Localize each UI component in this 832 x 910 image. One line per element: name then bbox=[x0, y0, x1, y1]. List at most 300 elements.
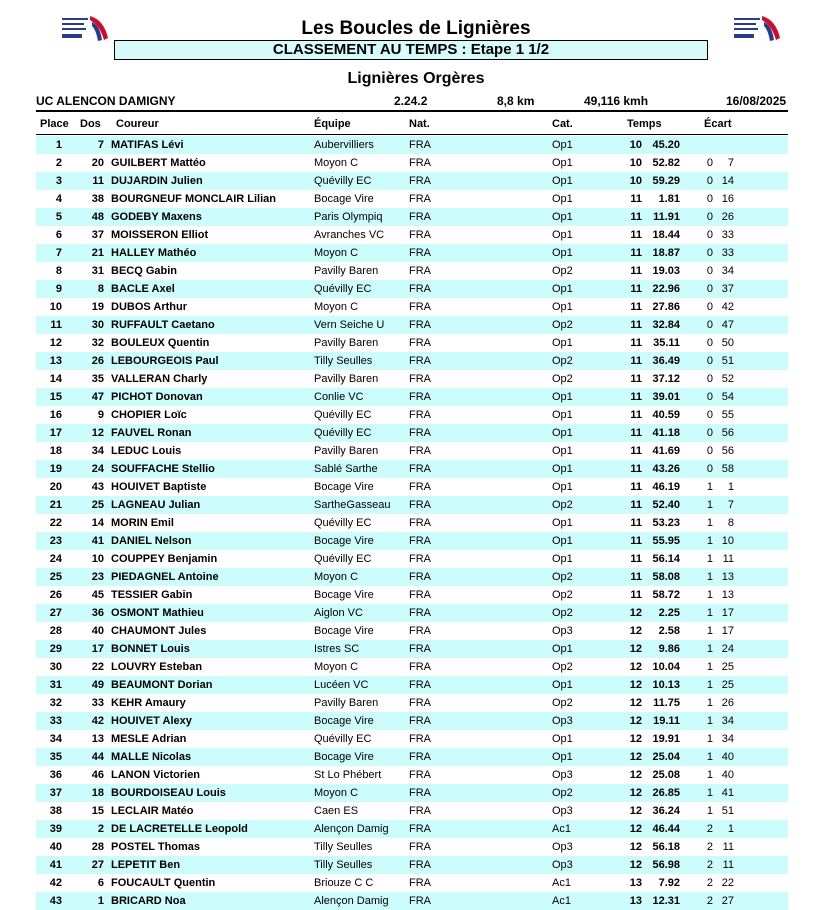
results-table bbox=[36, 136, 788, 910]
team-name: Bocage Vire bbox=[314, 589, 374, 601]
rider-name: LECLAIR Matéo bbox=[111, 805, 194, 817]
place-cell: 42 bbox=[49, 877, 62, 889]
category: Op1 bbox=[552, 283, 573, 295]
bib-number: 10 bbox=[91, 553, 104, 565]
stage-distance: 8,8 km bbox=[497, 94, 535, 108]
team-name: Tilly Seulles bbox=[314, 355, 373, 367]
category: Op1 bbox=[552, 247, 573, 259]
gap-minutes: 0 bbox=[706, 265, 713, 277]
team-name: Istres SC bbox=[314, 643, 360, 655]
place-cell: 17 bbox=[49, 427, 62, 439]
gap-seconds: 34 bbox=[721, 715, 734, 727]
gap-seconds: 13 bbox=[721, 571, 734, 583]
category: Ac1 bbox=[552, 877, 571, 889]
rider-name: BECQ Gabin bbox=[111, 265, 178, 277]
gap-minutes: 0 bbox=[706, 193, 713, 205]
time-minutes: 13 bbox=[629, 877, 642, 889]
time-seconds: 19.03 bbox=[652, 265, 680, 277]
gap-seconds: 51 bbox=[721, 355, 734, 367]
time-minutes: 11 bbox=[630, 373, 642, 385]
nationality: FRA bbox=[409, 589, 431, 601]
time-minutes: 11 bbox=[630, 301, 642, 313]
place-cell: 38 bbox=[49, 805, 62, 817]
gap-minutes: 0 bbox=[706, 409, 713, 421]
gap-seconds: 25 bbox=[721, 661, 734, 673]
bib-number: 30 bbox=[91, 319, 104, 331]
nationality: FRA bbox=[409, 319, 431, 331]
place-cell: 10 bbox=[49, 301, 62, 313]
table-row bbox=[36, 748, 788, 766]
team-name: Briouze C C bbox=[314, 877, 374, 889]
category: Op1 bbox=[552, 301, 573, 313]
rider-name: GUILBERT Mattéo bbox=[111, 157, 206, 169]
gap-minutes: 0 bbox=[706, 337, 713, 349]
time-seconds: 18.87 bbox=[652, 247, 680, 259]
organizer-club: UC ALENCON DAMIGNY bbox=[36, 94, 176, 108]
gap-seconds: 56 bbox=[721, 427, 734, 439]
time-seconds: 18.44 bbox=[652, 229, 680, 241]
time-minutes: 12 bbox=[629, 607, 642, 619]
table-row bbox=[36, 694, 788, 712]
gap-minutes: 1 bbox=[706, 769, 713, 781]
team-name: Moyon C bbox=[314, 571, 359, 583]
team-name: Pavilly Baren bbox=[314, 337, 379, 349]
gap-minutes: 0 bbox=[706, 463, 713, 475]
rider-name: RUFFAULT Caetano bbox=[111, 319, 215, 331]
category: Op1 bbox=[552, 409, 573, 421]
gap-minutes: 0 bbox=[706, 355, 713, 367]
place-cell: 34 bbox=[49, 733, 62, 745]
place-cell: 21 bbox=[49, 499, 62, 511]
gap-minutes: 1 bbox=[706, 697, 713, 709]
place-cell: 3 bbox=[55, 175, 62, 187]
place-cell: 19 bbox=[49, 463, 62, 475]
time-minutes: 12 bbox=[629, 697, 642, 709]
place-cell: 18 bbox=[49, 445, 62, 457]
bib-number: 33 bbox=[91, 697, 104, 709]
rider-name: BONNET Louis bbox=[111, 643, 190, 655]
place-cell: 7 bbox=[55, 247, 62, 259]
nationality: FRA bbox=[409, 391, 431, 403]
gap-seconds: 7 bbox=[727, 157, 734, 169]
time-seconds: 37.12 bbox=[652, 373, 680, 385]
place-cell: 4 bbox=[55, 193, 62, 205]
table-row bbox=[36, 424, 788, 442]
team-name: Quévilly EC bbox=[314, 733, 372, 745]
rider-name: LANON Victorien bbox=[111, 769, 201, 781]
gap-minutes: 0 bbox=[706, 319, 713, 331]
team-name: Caen ES bbox=[314, 805, 359, 817]
time-minutes: 10 bbox=[629, 157, 642, 169]
gap-minutes: 1 bbox=[706, 571, 713, 583]
category: Op2 bbox=[552, 373, 573, 385]
gap-seconds: 26 bbox=[721, 211, 734, 223]
time-minutes: 12 bbox=[629, 679, 642, 691]
gap-seconds: 34 bbox=[721, 265, 734, 277]
bib-number: 28 bbox=[91, 841, 104, 853]
time-minutes: 12 bbox=[629, 751, 642, 763]
category: Op1 bbox=[552, 517, 573, 529]
table-row bbox=[36, 640, 788, 658]
category: Op3 bbox=[552, 715, 573, 727]
gap-seconds: 33 bbox=[721, 229, 734, 241]
gap-seconds: 11 bbox=[722, 859, 734, 871]
rider-name: HALLEY Mathéo bbox=[111, 247, 197, 259]
rider-name: COUPPEY Benjamin bbox=[111, 553, 218, 565]
table-row bbox=[36, 820, 788, 838]
team-name: Bocage Vire bbox=[314, 625, 374, 637]
table-row bbox=[36, 388, 788, 406]
bib-number: 2 bbox=[97, 823, 104, 835]
nationality: FRA bbox=[409, 193, 431, 205]
table-row bbox=[36, 604, 788, 622]
bib-number: 43 bbox=[91, 481, 104, 493]
time-seconds: 10.04 bbox=[652, 661, 680, 673]
time-minutes: 12 bbox=[629, 733, 642, 745]
place-cell: 15 bbox=[49, 391, 62, 403]
time-minutes: 12 bbox=[629, 859, 642, 871]
bib-number: 24 bbox=[91, 463, 104, 475]
time-seconds: 36.49 bbox=[652, 355, 680, 367]
time-minutes: 11 bbox=[630, 247, 642, 259]
place-cell: 27 bbox=[49, 607, 62, 619]
column-header-team: Équipe bbox=[314, 118, 351, 130]
rider-name: DUJARDIN Julien bbox=[111, 175, 203, 187]
table-row bbox=[36, 136, 788, 154]
category: Op2 bbox=[552, 661, 573, 673]
category: Op1 bbox=[552, 553, 573, 565]
team-name: Quévilly EC bbox=[314, 553, 372, 565]
rider-name: LOUVRY Esteban bbox=[111, 661, 203, 673]
table-row bbox=[36, 478, 788, 496]
time-seconds: 53.23 bbox=[652, 517, 680, 529]
category: Op2 bbox=[552, 607, 573, 619]
gap-seconds: 22 bbox=[721, 877, 734, 889]
category: Op1 bbox=[552, 391, 573, 403]
gap-seconds: 17 bbox=[721, 625, 734, 637]
time-seconds: 55.95 bbox=[652, 535, 680, 547]
time-minutes: 11 bbox=[630, 337, 642, 349]
team-name: Bocage Vire bbox=[314, 715, 374, 727]
team-name: Moyon C bbox=[314, 301, 359, 313]
category: Op1 bbox=[552, 175, 573, 187]
place-cell: 36 bbox=[49, 769, 62, 781]
gap-minutes: 0 bbox=[706, 247, 713, 259]
bib-number: 34 bbox=[91, 445, 104, 457]
place-cell: 1 bbox=[55, 139, 62, 151]
rider-name: PICHOT Donovan bbox=[111, 391, 203, 403]
rider-name: VALLERAN Charly bbox=[111, 373, 208, 385]
time-seconds: 59.29 bbox=[652, 175, 680, 187]
bib-number: 49 bbox=[91, 679, 104, 691]
bib-number: 44 bbox=[91, 751, 104, 763]
bib-number: 36 bbox=[91, 607, 104, 619]
gap-minutes: 0 bbox=[706, 211, 713, 223]
category: Op1 bbox=[552, 751, 573, 763]
rider-name: CHAUMONT Jules bbox=[111, 625, 207, 637]
place-cell: 20 bbox=[49, 481, 62, 493]
time-seconds: 52.82 bbox=[652, 157, 680, 169]
time-minutes: 11 bbox=[630, 409, 642, 421]
time-seconds: 25.08 bbox=[652, 769, 680, 781]
gap-minutes: 2 bbox=[706, 841, 713, 853]
gap-minutes: 2 bbox=[706, 859, 713, 871]
team-name: Lucéen VC bbox=[314, 679, 369, 691]
gap-minutes: 0 bbox=[706, 301, 713, 313]
category: Op1 bbox=[552, 535, 573, 547]
time-minutes: 11 bbox=[630, 391, 642, 403]
table-row bbox=[36, 874, 788, 892]
table-row bbox=[36, 892, 788, 910]
time-seconds: 25.04 bbox=[652, 751, 680, 763]
nationality: FRA bbox=[409, 175, 431, 187]
time-minutes: 10 bbox=[629, 175, 642, 187]
rider-name: DANIEL Nelson bbox=[111, 535, 192, 547]
gap-minutes: 1 bbox=[706, 625, 713, 637]
team-name: Avranches VC bbox=[314, 229, 385, 241]
time-seconds: 7.92 bbox=[658, 877, 680, 889]
team-name: Pavilly Baren bbox=[314, 373, 379, 385]
team-name: Sablé Sarthe bbox=[314, 463, 378, 475]
bib-number: 6 bbox=[97, 877, 104, 889]
table-row bbox=[36, 352, 788, 370]
table-row bbox=[36, 514, 788, 532]
place-cell: 30 bbox=[49, 661, 62, 673]
time-minutes: 12 bbox=[629, 661, 642, 673]
time-seconds: 43.26 bbox=[652, 463, 680, 475]
table-row bbox=[36, 622, 788, 640]
nationality: FRA bbox=[409, 823, 431, 835]
gap-minutes: 1 bbox=[706, 715, 713, 727]
category: Op1 bbox=[552, 679, 573, 691]
bib-number: 46 bbox=[91, 769, 104, 781]
category: Op1 bbox=[552, 427, 573, 439]
column-header-time: Temps bbox=[627, 118, 662, 130]
time-minutes: 11 bbox=[630, 589, 642, 601]
time-seconds: 45.20 bbox=[652, 139, 680, 151]
table-row bbox=[36, 244, 788, 262]
time-seconds: 12.31 bbox=[652, 895, 680, 907]
column-header-nat: Nat. bbox=[409, 118, 430, 130]
rider-name: MORIN Emil bbox=[111, 517, 174, 529]
gap-seconds: 1 bbox=[727, 823, 734, 835]
category: Op1 bbox=[552, 337, 573, 349]
time-minutes: 11 bbox=[630, 481, 642, 493]
bib-number: 45 bbox=[91, 589, 104, 601]
team-name: Quévilly EC bbox=[314, 409, 372, 421]
rider-name: LEPETIT Ben bbox=[111, 859, 181, 871]
time-seconds: 11.75 bbox=[653, 697, 680, 709]
time-minutes: 11 bbox=[630, 499, 642, 511]
time-seconds: 40.59 bbox=[652, 409, 680, 421]
column-header-place: Place bbox=[40, 118, 69, 130]
place-cell: 28 bbox=[49, 625, 62, 637]
team-name: Quévilly EC bbox=[314, 517, 372, 529]
place-cell: 40 bbox=[49, 841, 62, 853]
table-row bbox=[36, 316, 788, 334]
gap-seconds: 55 bbox=[721, 409, 734, 421]
table-row bbox=[36, 172, 788, 190]
team-name: St Lo Phébert bbox=[314, 769, 382, 781]
time-minutes: 11 bbox=[630, 427, 642, 439]
time-minutes: 11 bbox=[630, 265, 642, 277]
place-cell: 24 bbox=[49, 553, 62, 565]
gap-seconds: 16 bbox=[721, 193, 734, 205]
time-minutes: 12 bbox=[629, 769, 642, 781]
place-cell: 33 bbox=[49, 715, 62, 727]
gap-minutes: 1 bbox=[706, 643, 713, 655]
table-row bbox=[36, 496, 788, 514]
bib-number: 25 bbox=[91, 499, 104, 511]
time-seconds: 52.40 bbox=[652, 499, 680, 511]
gap-seconds: 51 bbox=[721, 805, 734, 817]
table-row bbox=[36, 442, 788, 460]
team-name: Quévilly EC bbox=[314, 427, 372, 439]
place-cell: 11 bbox=[50, 319, 62, 331]
time-minutes: 12 bbox=[629, 643, 642, 655]
time-seconds: 11.91 bbox=[653, 211, 680, 223]
rider-name: PIEDAGNEL Antoine bbox=[111, 571, 219, 583]
gap-seconds: 1 bbox=[727, 481, 734, 493]
place-cell: 8 bbox=[55, 265, 62, 277]
nationality: FRA bbox=[409, 841, 431, 853]
nationality: FRA bbox=[409, 463, 431, 475]
time-minutes: 11 bbox=[630, 571, 642, 583]
table-row bbox=[36, 586, 788, 604]
rider-name: BEAUMONT Dorian bbox=[111, 679, 213, 691]
gap-minutes: 0 bbox=[706, 283, 713, 295]
rider-name: CHOPIER Loïc bbox=[111, 409, 187, 421]
place-cell: 35 bbox=[49, 751, 62, 763]
place-cell: 2 bbox=[55, 157, 62, 169]
gap-minutes: 2 bbox=[706, 877, 713, 889]
gap-seconds: 17 bbox=[721, 607, 734, 619]
gap-minutes: 1 bbox=[706, 751, 713, 763]
nationality: FRA bbox=[409, 643, 431, 655]
team-name: Quévilly EC bbox=[314, 283, 372, 295]
nationality: FRA bbox=[409, 283, 431, 295]
nationality: FRA bbox=[409, 517, 431, 529]
place-cell: 41 bbox=[49, 859, 62, 871]
nationality: FRA bbox=[409, 157, 431, 169]
time-minutes: 11 bbox=[630, 553, 642, 565]
category: Op1 bbox=[552, 139, 573, 151]
bib-number: 35 bbox=[91, 373, 104, 385]
place-cell: 5 bbox=[55, 211, 62, 223]
table-row bbox=[36, 280, 788, 298]
category: Op2 bbox=[552, 697, 573, 709]
time-seconds: 58.08 bbox=[652, 571, 680, 583]
time-seconds: 19.11 bbox=[653, 715, 680, 727]
nationality: FRA bbox=[409, 769, 431, 781]
rider-name: BOURDOISEAU Louis bbox=[111, 787, 226, 799]
rider-name: BOURGNEUF MONCLAIR Lilian bbox=[111, 193, 276, 205]
category: Op2 bbox=[552, 589, 573, 601]
team-name: Aiglon VC bbox=[314, 607, 363, 619]
rider-name: KEHR Amaury bbox=[111, 697, 186, 709]
stage-location: Lignières Orgères bbox=[347, 70, 485, 87]
category: Op1 bbox=[552, 733, 573, 745]
time-seconds: 19.91 bbox=[652, 733, 680, 745]
place-cell: 43 bbox=[49, 895, 62, 907]
gap-seconds: 26 bbox=[721, 697, 734, 709]
bib-number: 11 bbox=[92, 175, 104, 187]
category: Op2 bbox=[552, 787, 573, 799]
bib-number: 32 bbox=[91, 337, 104, 349]
table-row bbox=[36, 730, 788, 748]
gap-seconds: 13 bbox=[721, 589, 734, 601]
table-row bbox=[36, 226, 788, 244]
rider-name: GODEBY Maxens bbox=[111, 211, 202, 223]
bib-number: 9 bbox=[97, 409, 104, 421]
time-minutes: 10 bbox=[629, 139, 642, 151]
rider-name: POSTEL Thomas bbox=[111, 841, 201, 853]
time-seconds: 56.14 bbox=[652, 553, 680, 565]
table-row bbox=[36, 802, 788, 820]
team-name: Bocage Vire bbox=[314, 751, 374, 763]
bib-number: 21 bbox=[91, 247, 104, 259]
bib-number: 47 bbox=[91, 391, 104, 403]
team-name: Bocage Vire bbox=[314, 481, 374, 493]
team-name: Alençon Damig bbox=[314, 895, 389, 907]
team-name: Pavilly Baren bbox=[314, 445, 379, 457]
bib-number: 19 bbox=[91, 301, 104, 313]
time-seconds: 56.18 bbox=[652, 841, 680, 853]
nationality: FRA bbox=[409, 679, 431, 691]
team-name: Alençon Damig bbox=[314, 823, 389, 835]
nationality: FRA bbox=[409, 427, 431, 439]
nationality: FRA bbox=[409, 571, 431, 583]
nationality: FRA bbox=[409, 481, 431, 493]
bib-number: 37 bbox=[91, 229, 104, 241]
bib-number: 7 bbox=[97, 139, 104, 151]
column-header-rider: Coureur bbox=[116, 118, 159, 130]
category: Op2 bbox=[552, 355, 573, 367]
place-cell: 29 bbox=[49, 643, 62, 655]
gap-minutes: 0 bbox=[706, 373, 713, 385]
rider-name: DE LACRETELLE Leopold bbox=[111, 823, 248, 835]
category: Op1 bbox=[552, 229, 573, 241]
rider-name: LEDUC Louis bbox=[111, 445, 182, 457]
place-cell: 31 bbox=[49, 679, 62, 691]
rider-name: BRICARD Noa bbox=[111, 895, 186, 907]
category: Op1 bbox=[552, 193, 573, 205]
table-row bbox=[36, 550, 788, 568]
race-date: 16/08/2025 bbox=[726, 94, 787, 108]
gap-minutes: 1 bbox=[706, 607, 713, 619]
header-divider-top bbox=[36, 110, 788, 112]
place-cell: 23 bbox=[49, 535, 62, 547]
rider-name: TESSIER Gabin bbox=[111, 589, 193, 601]
nationality: FRA bbox=[409, 301, 431, 313]
rider-name: BOULEUX Quentin bbox=[111, 337, 210, 349]
bib-number: 22 bbox=[91, 661, 104, 673]
category: Op1 bbox=[552, 445, 573, 457]
nationality: FRA bbox=[409, 445, 431, 457]
category: Op3 bbox=[552, 769, 573, 781]
time-seconds: 9.86 bbox=[658, 643, 680, 655]
category: Op1 bbox=[552, 463, 573, 475]
gap-minutes: 0 bbox=[706, 229, 713, 241]
nationality: FRA bbox=[409, 877, 431, 889]
gap-minutes: 0 bbox=[706, 157, 713, 169]
team-name: Pavilly Baren bbox=[314, 697, 379, 709]
nationality: FRA bbox=[409, 373, 431, 385]
gap-minutes: 1 bbox=[706, 661, 713, 673]
rider-name: HOUIVET Baptiste bbox=[111, 481, 207, 493]
rider-name: MESLE Adrian bbox=[111, 733, 187, 745]
time-minutes: 12 bbox=[629, 787, 642, 799]
